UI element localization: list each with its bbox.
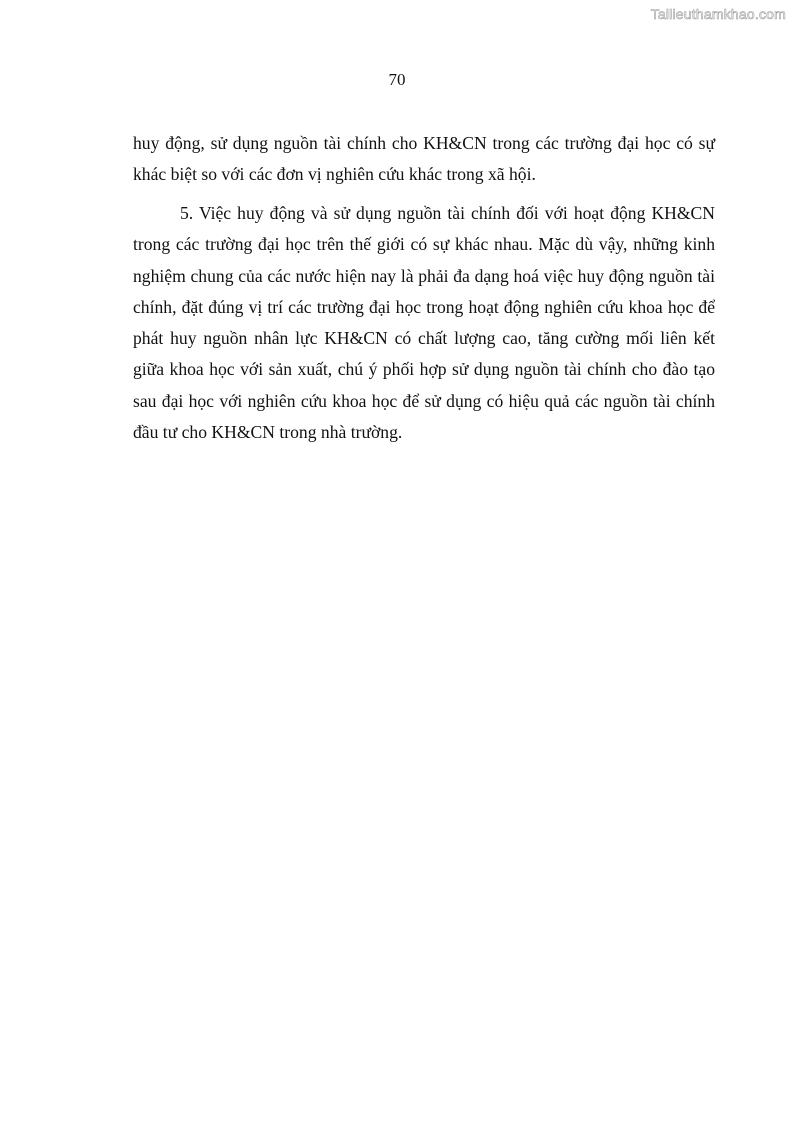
paragraph-continuation: huy động, sử dụng nguồn tài chính cho KH&CN trong các trường đại học có sự khác biệt so với các đơn vị nghiên cứu khác trong xã hội. <box>133 133 715 185</box>
watermark-text: Tailieuthamkhao.com <box>650 6 786 22</box>
page-number: 70 <box>388 70 406 89</box>
paragraph-point-5: 5. Việc huy động và sử dụng nguồn tài chính đối với hoạt động KH&CN trong các trường đại học trên thế giới có sự khác nhau. Mặc dù vậy, những kinh nghiệm chung của các nước hiện nay là phải đa dạng hoá việc huy động nguồn tài chính, đặt đúng vị trí các trường đại học trong hoạt động nghiên cứu khoa học để phát huy nguồn nhân lực KH&CN có chất lượng cao, tăng cường mối liên kết giữa khoa học với sản xuất, chú ý phối hợp sử dụng nguồn tài chính cho đào tạo sau đại học với nghiên cứu khoa học để sử dụng có hiệu quả các nguồn tài chính đầu tư cho KH&CN trong nhà trường. <box>133 203 715 443</box>
